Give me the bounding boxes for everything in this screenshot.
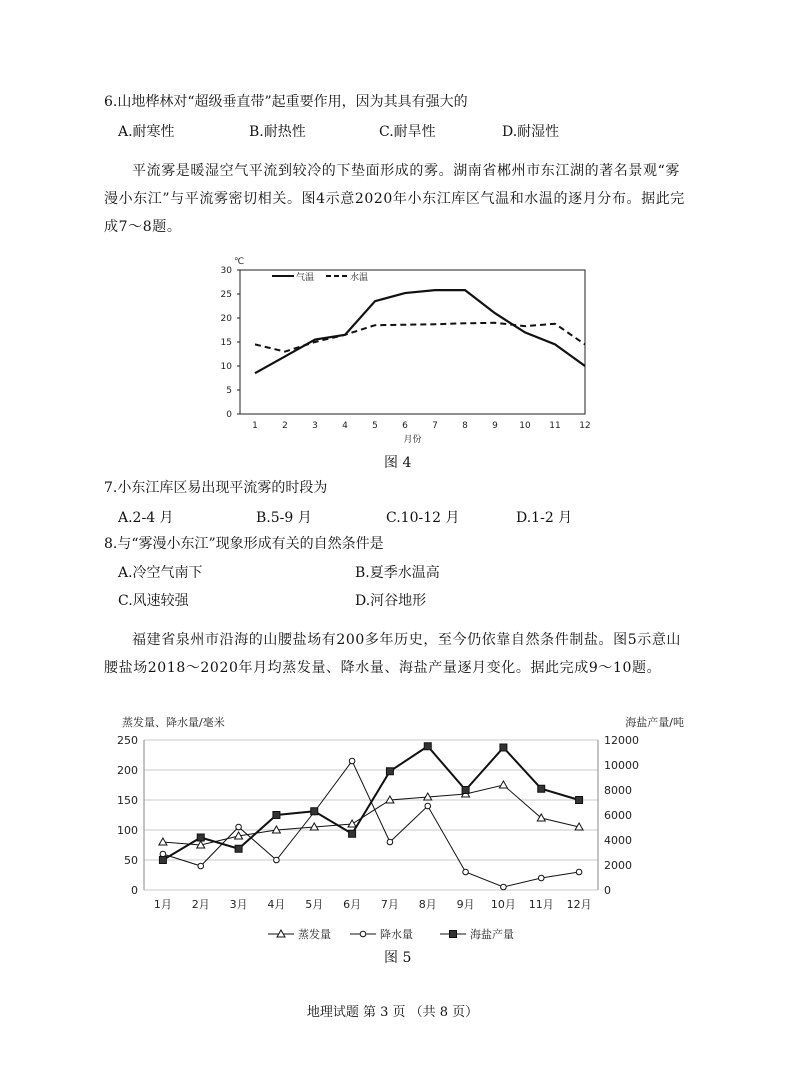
fig5-legend-label: 海盐产量 [470, 928, 514, 941]
fig5-ytick-left: 150 [117, 794, 138, 807]
fig5-point-circle [236, 824, 242, 830]
fig5-xtick-label: 6月 [343, 898, 362, 911]
q6-option-a: A.耐寒性 [118, 124, 175, 140]
fig5-ytick-left: 100 [117, 824, 138, 837]
fig4-ytick-label: 30 [220, 266, 232, 276]
fig5-legend-marker [450, 931, 457, 938]
fig5-point-circle [349, 758, 355, 764]
fig5-point-square [424, 743, 431, 750]
q8-option-b: B.夏季水温高 [355, 565, 440, 581]
fig5-ylabel-right: 海盐产量/吨 [625, 716, 684, 729]
fig5-series-circle [163, 761, 579, 887]
fig4-xtick-label: 9 [492, 421, 498, 431]
fig4-xtick-label: 10 [519, 421, 531, 431]
fig5-series-triangle [163, 785, 579, 845]
fig5-point-circle [387, 839, 393, 845]
figure-4-caption: 图 4 [384, 455, 412, 471]
fig5-ytick-right: 4000 [604, 834, 632, 847]
fig5-point-square [311, 808, 318, 815]
fig4-ytick-label: 20 [220, 314, 232, 324]
q7-option-b: B.5-9 月 [256, 510, 312, 526]
fig4-ytick-label: 0 [226, 410, 232, 420]
fig5-xtick-label: 4月 [267, 898, 286, 911]
fig4-ytick-label: 10 [220, 362, 232, 372]
fig5-point-circle [463, 869, 469, 875]
fig4-ytick-label: 15 [220, 338, 232, 348]
q7-stem: 7.小东江库区易出现平流雾的时段为 [104, 480, 328, 496]
fig4-xtick-label: 12 [579, 421, 591, 431]
fig5-ytick-right: 10000 [604, 759, 639, 772]
fig5-point-circle [425, 803, 431, 809]
fig5-xtick-label: 11月 [528, 898, 554, 911]
fig5-series-square [163, 746, 579, 860]
fig5-ytick-left: 50 [124, 854, 138, 867]
fig5-point-square [386, 768, 393, 775]
fig4-xtick-label: 3 [312, 421, 318, 431]
fig5-xtick-label: 12月 [566, 898, 592, 911]
fig5-ytick-left: 250 [117, 734, 138, 747]
q7-option-d: D.1-2 月 [516, 510, 573, 526]
q8-option-a: A.冷空气南下 [118, 565, 203, 581]
fig5-point-triangle [499, 781, 507, 788]
fig4-xlabel: 月份 [403, 435, 422, 445]
fig4-xtick-label: 1 [252, 421, 258, 431]
fig5-point-square [159, 857, 166, 864]
fig4-xtick-label: 11 [549, 421, 561, 431]
q6-stem: 6.山地桦林对“超级垂直带”起重要作用，因为其具有强大的 [104, 94, 468, 110]
fig4-xtick-label: 4 [342, 421, 348, 431]
fig5-ytick-right: 12000 [604, 734, 639, 747]
fig5-xtick-label: 3月 [229, 898, 248, 911]
fig4-xtick-label: 8 [462, 421, 468, 431]
fig5-ytick-right: 8000 [604, 784, 632, 797]
fig5-xtick-label: 10月 [490, 898, 516, 911]
figure-4-chart [200, 252, 600, 452]
fig5-ylabel-left: 蒸发量、降水量/毫米 [122, 716, 225, 729]
q7-option-a: A.2-4 月 [118, 510, 174, 526]
passage-salt: 福建省泉州市沿海的山腰盐场有200多年历史，至今仍依靠自然条件制盐。图5示意山腰盐场2018～2020年月均蒸发量、降水量、海盐产量逐月变化。据此完成9～10题。 [104, 632, 682, 676]
fig5-xtick-label: 7月 [380, 898, 399, 911]
fig4-ytick-label: 5 [226, 386, 232, 396]
fig5-point-circle [198, 863, 204, 869]
fig4-legend-label: 水温 [350, 273, 369, 283]
q8-option-d: D.河谷地形 [355, 593, 427, 609]
fig5-ytick-left: 200 [117, 764, 138, 777]
figure-5-caption: 图 5 [384, 950, 412, 966]
fig5-point-square [197, 834, 204, 841]
fig5-point-circle [576, 869, 582, 875]
fig5-ytick-right: 6000 [604, 809, 632, 822]
passage-fog: 平流雾是暖湿空气平流到较冷的下垫面形成的雾。湖南省郴州市东江湖的著名景观“雾漫小东江”与平流雾密切相关。图4示意2020年小东江库区气温和水温的逐月分布。据此完成7～8题。 [104, 163, 685, 235]
q7-option-c: C.10-12 月 [386, 510, 460, 526]
fig4-xtick-label: 2 [282, 421, 288, 431]
fig5-xtick-label: 2月 [191, 898, 210, 911]
fig5-point-square [576, 797, 583, 804]
q6-option-b: B.耐热性 [249, 124, 306, 140]
fig5-point-triangle [159, 838, 167, 845]
fig5-legend-marker [360, 931, 366, 937]
fig5-point-square [273, 812, 280, 819]
q6-option-d: D.耐湿性 [502, 124, 560, 140]
fig5-ytick-left: 0 [131, 884, 138, 897]
fig4-xtick-label: 7 [432, 421, 438, 431]
fig5-ytick-right: 0 [604, 884, 611, 897]
fig4-ytick-label: 25 [220, 290, 232, 300]
fig4-legend-label: 气温 [296, 273, 315, 283]
fig5-point-circle [501, 884, 507, 890]
fig5-point-square [538, 785, 545, 792]
page-footer: 地理试题 第 3 页 （共 8 页） [306, 1005, 479, 1020]
fig4-xtick-label: 5 [372, 421, 378, 431]
fig5-point-square [500, 744, 507, 751]
fig4-ylabel: ℃ [234, 257, 245, 267]
fig5-point-circle [160, 851, 166, 857]
figure-5-chart [110, 712, 684, 947]
fig5-xtick-label: 8月 [418, 898, 437, 911]
fig5-point-circle [274, 857, 280, 863]
fig4-xtick-label: 6 [402, 421, 408, 431]
q8-option-c: C.风速较强 [118, 593, 189, 609]
q6-option-c: C.耐旱性 [379, 124, 436, 140]
fig5-ytick-right: 2000 [604, 859, 632, 872]
fig5-legend-label: 降水量 [380, 928, 413, 941]
fig5-point-triangle [348, 820, 356, 827]
fig5-point-square [349, 830, 356, 837]
q8-stem: 8.与“雾漫小东江”现象形成有关的自然条件是 [104, 536, 384, 552]
fig5-point-square [235, 845, 242, 852]
fig5-point-circle [538, 875, 544, 881]
fig5-xtick-label: 9月 [456, 898, 475, 911]
fig4-series-0 [255, 290, 585, 373]
fig5-xtick-label: 5月 [305, 898, 324, 911]
fig5-legend-label: 蒸发量 [298, 928, 331, 941]
fig5-xtick-label: 1月 [153, 898, 172, 911]
fig5-point-square [462, 787, 469, 794]
